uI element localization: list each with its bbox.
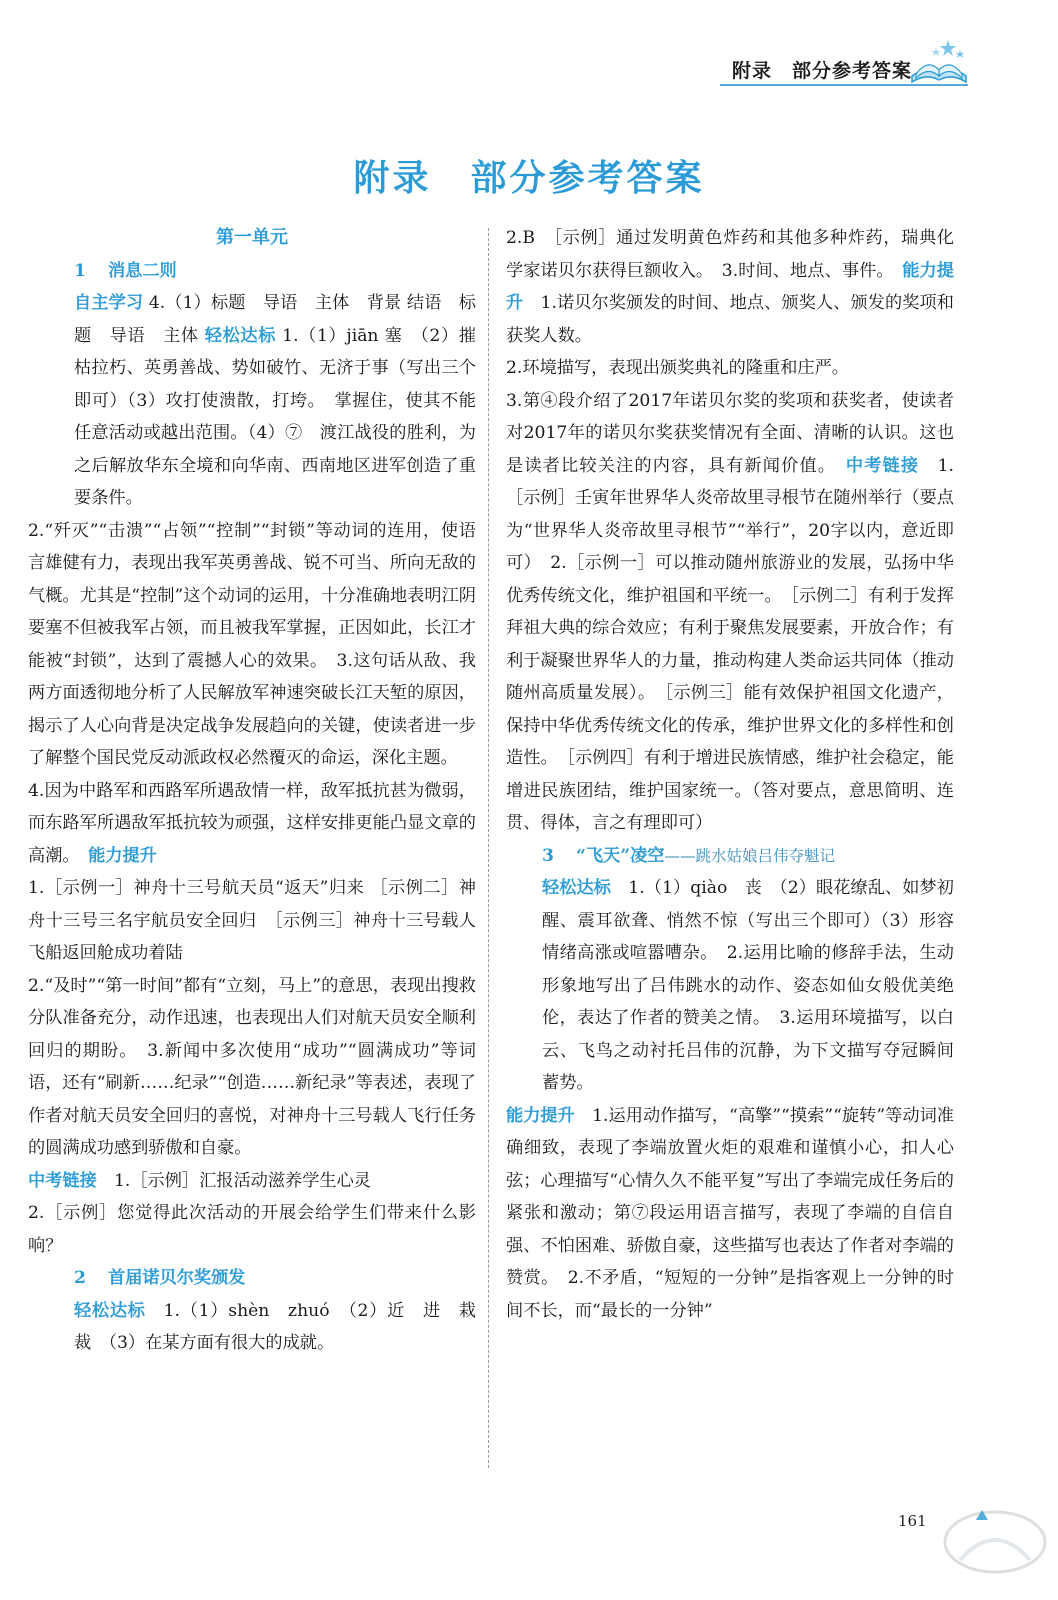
section-tag: 自主学习	[74, 293, 144, 313]
answer-paragraph: 2.［示例］您觉得此次活动的开展会给学生们带来什么影响？	[28, 1203, 476, 1256]
lesson-heading-2	[28, 1262, 476, 1295]
answer-text: 1.（1）shèn zhuó （2）近 进 栽 裁 （3）在某方面有很大的成就。	[74, 1300, 494, 1353]
page-number: 161	[898, 1512, 927, 1530]
answer-paragraph	[506, 1100, 954, 1328]
section-tag: 轻松达标	[204, 325, 277, 346]
answer-text: 1.诺贝尔奖颁发的时间、地点、颁奖人、颁发的奖项和获奖人数。	[506, 293, 954, 346]
answer-paragraph: 2.环境描写，表现出颁奖典礼的隆重和庄严。	[506, 358, 849, 378]
page-title: 附录 部分参考答案	[353, 157, 705, 199]
lesson-heading-3	[506, 840, 954, 873]
answer-text: 1.运用动作描写，“高擎”“摸索”“旋转”等动词准确细致，表现了李端放置火炬的艰难和谨慎小心，扣人心弦；心理描写“心情久久不能平复”写出了李端完成任务后的紧张和激动；第⑦段运用语言描写，表现了李端的自信自强、不怕困难、骄傲自豪，这些描写也表达了作者对李端的赞赏。 2.不矛盾，“短短的一分钟”是指客观上一分钟的时间不长，而“最长的一分钟”	[506, 1105, 954, 1321]
answer-paragraph	[28, 1295, 494, 1360]
answer-paragraph: 1.［示例一］神舟十三号航天员“返天”归来 ［示例二］神舟十三号三名宇航员安全回归 ［示例三］神舟十三号载人飞船返回舱成功着陆	[28, 878, 476, 963]
section-tag: 能力提升	[88, 845, 157, 866]
unit-title: 第一单元	[216, 227, 288, 248]
answer-paragraph	[506, 222, 954, 352]
section-tag: 中考链接	[845, 455, 920, 476]
answer-paragraph	[28, 775, 476, 873]
lesson-number: 2	[74, 1268, 86, 1288]
open-book-stars-icon	[908, 36, 970, 86]
answer-text: 4.（1）标题 导语 主体 背景 结语 标题 导语 主体	[74, 293, 476, 346]
answer-text: 1.（1）qiào 丧 （2）眼花缭乱、如梦初醒、震耳欲聋、悄然不惊（写出三个即可）（3）形容情绪高涨或喧嚣嘈杂。 2.运用比喻的修辞手法，生动形象地写出了吕伟跳水的动作、姿态如仙女般优美绝伦，表达了作者的赞美之情。 3.运用环境描写，以白云、飞鸟之动衬托吕伟的沉静，为下文描写夺冠瞬间蓄势。	[542, 878, 954, 1093]
watermark-logo	[940, 1500, 1050, 1580]
answer-paragraph: 2.“歼灭”“击溃”“占领”“控制”“封锁”等动词的连用，使语言雄健有力，表现出我军英勇善战、锐不可当、所向无敌的气概。尤其是“控制”这个动词的运用，十分准确地表明江阴要塞不但被我军占领，而且被我军掌握，正因如此，长江才能被“封锁”，达到了震撼人心的效果。 3.这句话从敌、我两方面透彻地分析了人民解放军神速突破长江天堑的原因，揭示了人心向背是决定战争发展趋向的关键，使读者进一步了解整个国民党反动派政权必然覆灭的命运，深化主题。	[28, 520, 476, 768]
header-text: 附录 部分参考答案	[731, 60, 912, 82]
left-column	[28, 222, 494, 1360]
answer-text: 1.［示例］汇报活动滋养学生心灵	[96, 1170, 371, 1191]
lesson-name: 首届诺贝尔奖颁发	[107, 1268, 246, 1288]
answer-paragraph: 2.“及时”“第一时间”都有“立刻，马上”的意思，表现出搜救分队准备充分，动作迅速，也表现出人们对航天员安全顺利回归的期盼。 3.新闻中多次使用“成功”“圆满成功”等词语，还有“刷新……纪录”“创造……新纪录”等表述，表现了作者对航天员安全回归的喜悦，对神舟十三号载人飞行任务的圆满成功感到骄傲和自豪。	[28, 975, 476, 1158]
section-tag: 能力提升	[506, 260, 954, 313]
answer-paragraph	[506, 872, 954, 1100]
answer-text: 2.B ［示例］通过发明黄色炸药和其他多种炸药，瑞典化学家诺贝尔获得巨额收入。 3.时间、地点、事件。	[506, 228, 954, 281]
answer-text: 4.因为中路军和西路军所遇敌情一样，敌军抵抗甚为微弱，而东路军所遇敌军抵抗较为顽强，这样安排更能凸显文章的高潮。	[28, 780, 476, 866]
answer-text: 3.第④段介绍了2017年诺贝尔奖的奖项和获奖者，使读者对2017年的诺贝尔奖获奖情况有全面、清晰的认识。这也是读者比较关注的内容，具有新闻价值。	[506, 390, 954, 476]
answer-paragraph	[28, 1165, 476, 1198]
lesson-name: 消息二则	[107, 260, 177, 281]
lesson-heading-1	[28, 255, 476, 288]
answer-text: 1.［示例］壬寅年世界华人炎帝故里寻根节在随州举行（要点为“世界华人炎帝故里寻根节”“举行”，20字以内，意近即可） 2.［示例一］可以推动随州旅游业的发展，弘扬中华优秀传统文化，维护祖国和平统一。 ［示例二］有利于发挥拜祖大典的综合效应；有利于聚焦发展要素，开放合作；有利于凝聚世界华人的力量，推动构建人类命运共同体（推动随州高质量发展）。 ［示例三］能有效保护祖国文化遗产，保持中华优秀传统文化的传承，维护世界文化的多样性和创造性。 ［示例四］有利于增进民族情感，维护社会稳定，能增进民族团结，维护国家统一。（答对要点，意思简明、连贯、得体，言之有理即可）	[506, 455, 954, 833]
answer-paragraph	[28, 287, 476, 515]
section-tag: 轻松达标	[542, 878, 612, 898]
lesson-number: 3	[542, 845, 554, 866]
page-header	[0, 54, 1058, 94]
section-tag: 轻松达标	[74, 1300, 146, 1321]
section-tag: 中考链接	[28, 1170, 97, 1191]
lesson-number: 1	[74, 260, 86, 281]
section-tag: 能力提升	[506, 1105, 575, 1126]
column-divider	[488, 228, 489, 1468]
lesson-subtitle: ——跳水姑娘吕伟夺魁记	[664, 846, 836, 865]
lesson-name: “飞天”凌空	[575, 845, 665, 866]
right-column	[506, 222, 954, 1327]
answer-text: 1.（1）jiān 塞 （2）摧枯拉朽、英勇善战、势如破竹、无济于事（写出三个即可）（3）攻打使溃散，打垮。 掌握住，使其不能任意活动或越出范围。（4）⑦ 渡江战役的胜利，为之后解放华东全境和向华南、西南地区进军创造了重要条件。	[74, 325, 476, 508]
answer-paragraph	[506, 385, 954, 840]
